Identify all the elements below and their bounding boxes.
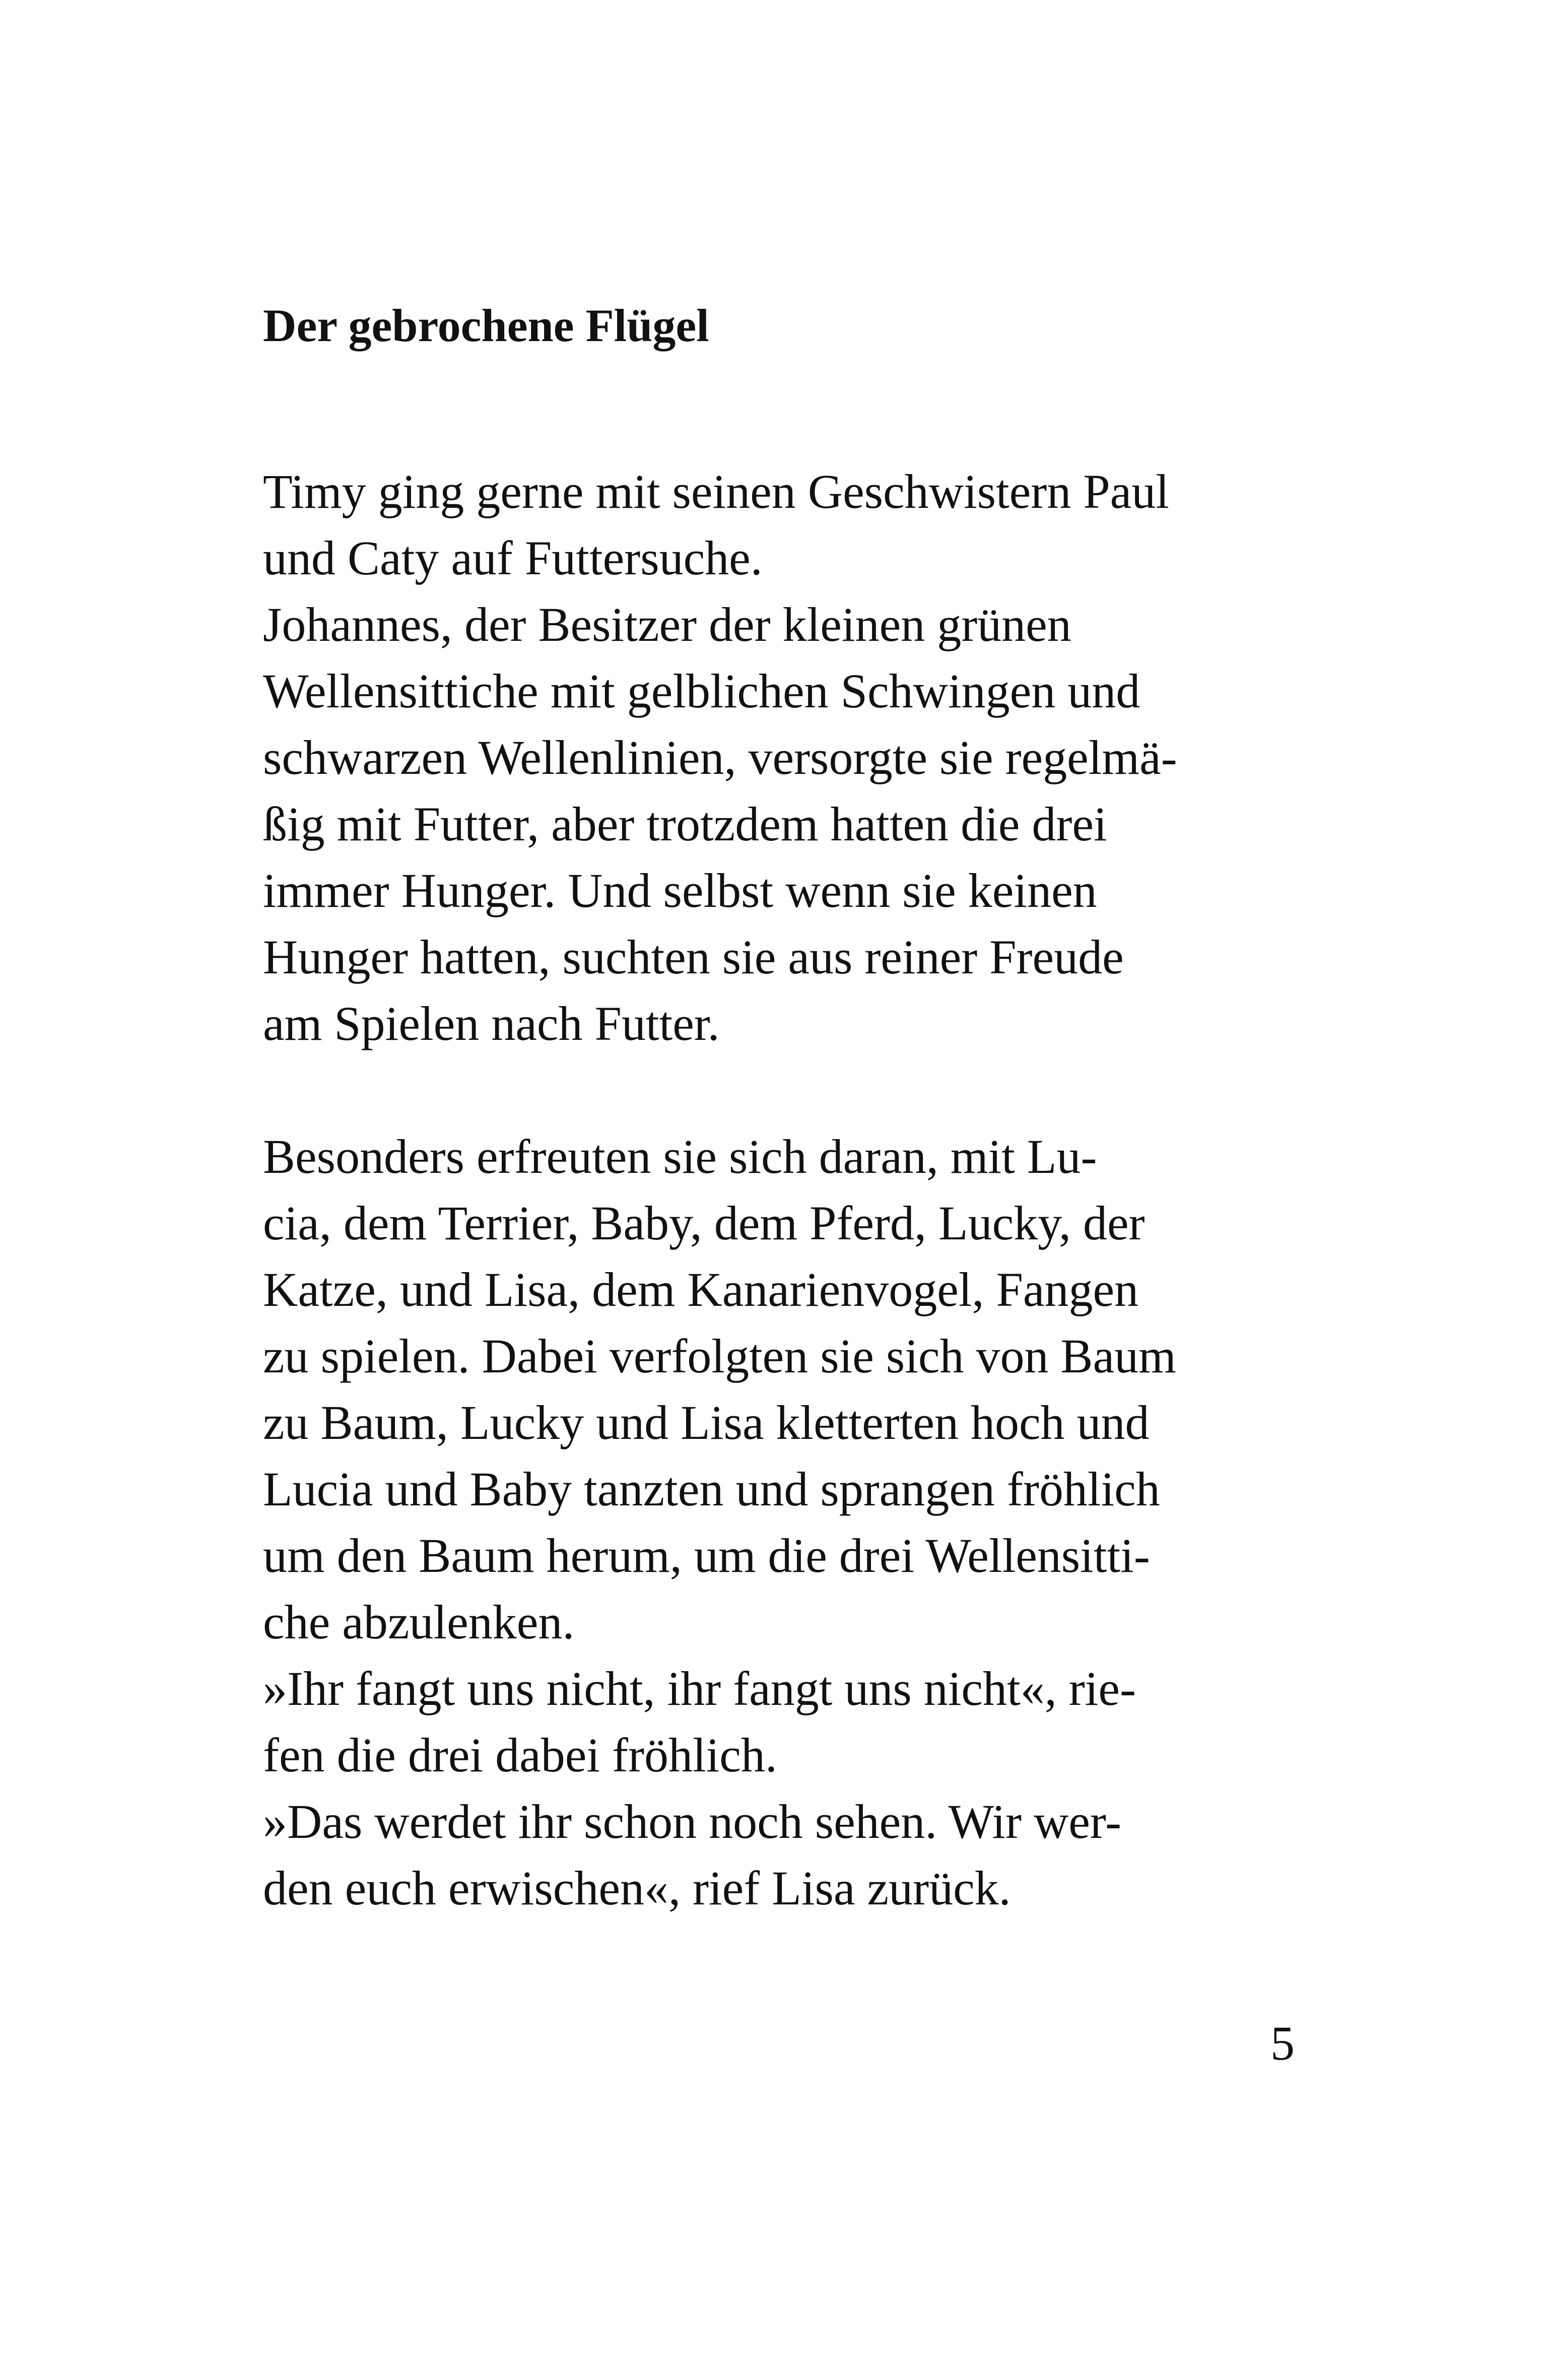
text-line: zu Baum, Lucky und Lisa kletterten hoch und [263, 1396, 1150, 1449]
text-line: Wellensittiche mit gelblichen Schwingen und [263, 664, 1140, 718]
text-line: den euch erwischen«, rief Lisa zurück. [263, 1861, 1011, 1915]
text-line: um den Baum herum, um die drei Wellensitti- [263, 1529, 1150, 1582]
text-line: che abzulenken. [263, 1595, 575, 1649]
text-line: Hunger hatten, suchten sie aus reiner Freude [263, 930, 1124, 984]
text-line: schwarzen Wellenlinien, versorgte sie regelmä- [263, 731, 1177, 784]
paragraph-2 [263, 1123, 1321, 1922]
text-line: cia, dem Terrier, Baby, dem Pferd, Lucky, der [263, 1196, 1145, 1250]
chapter-title: Der gebrochene Flügel [263, 300, 709, 351]
text-line: zu spielen. Dabei verfolgten sie sich von Baum [263, 1329, 1176, 1383]
text-line: und Caty auf Futtersuche. [263, 531, 763, 585]
title-spacing [263, 359, 1321, 458]
text-line: »Ihr fangt uns nicht, ihr fangt uns nicht«, rie- [263, 1662, 1136, 1715]
page-number: 5 [1270, 2016, 1295, 2070]
paragraph-1 [263, 458, 1321, 1057]
paragraph-spacing [263, 1057, 1321, 1123]
text-line: am Spielen nach Futter. [263, 997, 720, 1050]
text-line: »Das werdet ihr schon noch sehen. Wir wer- [263, 1795, 1121, 1848]
text-line: Lucia und Baby tanzten und sprangen fröhlich [263, 1462, 1160, 1516]
text-line: Timy ging gerne mit seinen Geschwistern Paul [263, 465, 1169, 518]
text-line: fen die drei dabei fröhlich. [263, 1728, 777, 1782]
page-text [263, 292, 1321, 1922]
text-line: Besonders erfreuten sie sich daran, mit Lu- [263, 1130, 1097, 1183]
text-line: Katze, und Lisa, dem Kanarienvogel, Fangen [263, 1263, 1139, 1316]
text-line: immer Hunger. Und selbst wenn sie keinen [263, 864, 1097, 917]
text-line: ßig mit Futter, aber trotzdem hatten die drei [263, 797, 1107, 851]
text-line: Johannes, der Besitzer der kleinen grünen [263, 598, 1071, 651]
